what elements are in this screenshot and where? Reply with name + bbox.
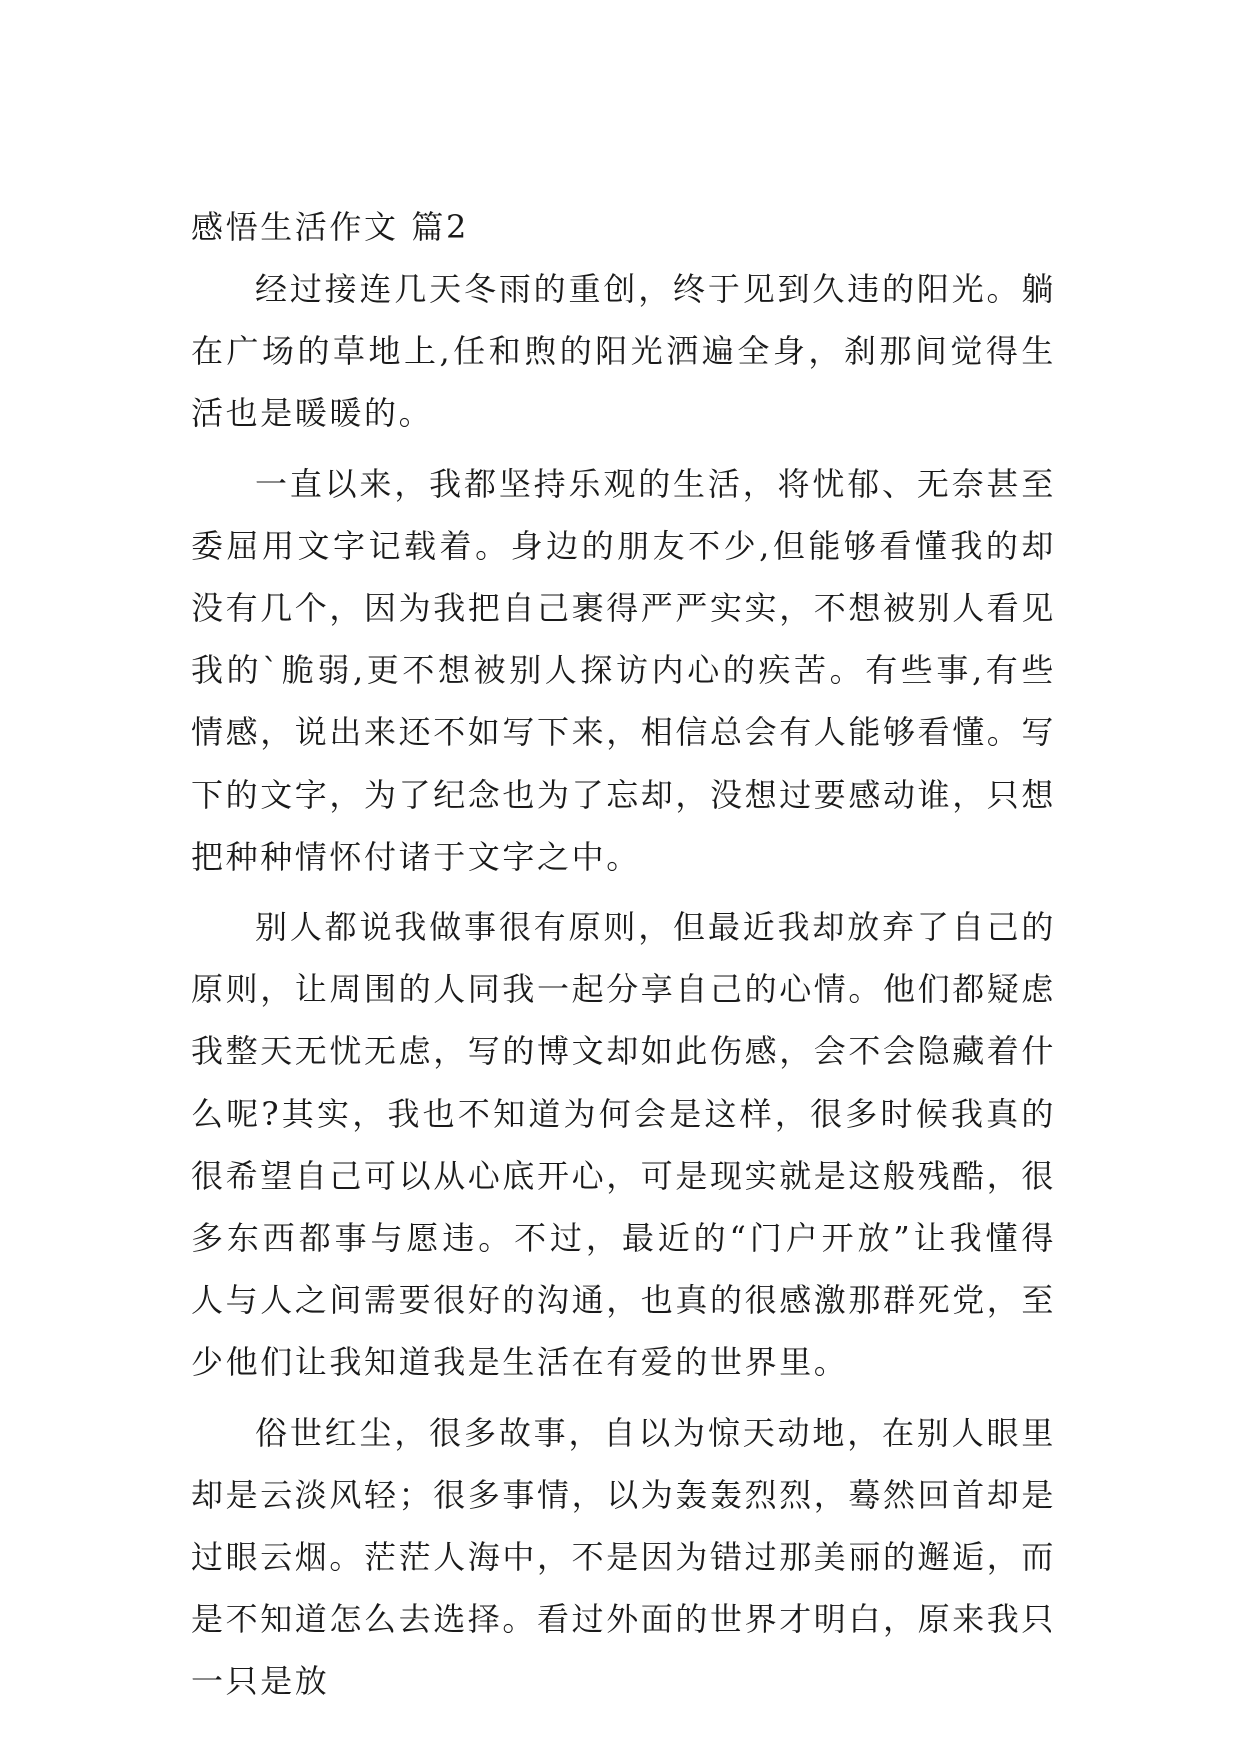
paragraph-1: 经过接连几天冬雨的重创，终于见到久违的阳光。躺在广场的草地上,任和煦的阳光洒遍全身，刹那间觉得生活也是暖暖的。 [191,270,1056,433]
paragraph-3: 别人都说我做事很有原则，但最近我却放弃了自己的原则，让周围的人同我一起分享自己的心情。他们都疑虑我整天无忧无虑，写的博文却如此伤感，会不会隐藏着什么呢?其实，我也不知道为何会是这样，很多时候我真的很希望自己可以从心底开心，可是现实就是这般残酷，很多东西都事与愿违。不过，最近的“门户开放”让我懂得人与人之间需要很好的沟通，也真的很感激那群死党，至少他们让我知道我是生活在有爱的世界里。 [191,908,1057,1382]
paragraph-4: 俗世红尘，很多故事，自以为惊天动地，在别人眼里却是云淡风轻；很多事情，以为轰轰烈烈，蓦然回首却是过眼云烟。茫茫人海中，不是因为错过那美丽的邂逅，而是不知道怎么去选择。看过外面的世界才明白，原来我只一只是放 [191,1413,1057,1701]
paragraph-2: 一直以来，我都坚持乐观的生活，将忧郁、无奈甚至委屈用文字记载着。身边的朋友不少,但能够看懂我的却没有几个，因为我把自己裹得严严实实，不想被别人看见我的`脆弱,更不想被别人探访内心的疾苦。有些事,有些情感，说出来还不如写下来，相信总会有人能够看懂。写下的文字，为了纪念也为了忘却，没想过要感动谁，只想把种种情怀付诸于文字之中。 [191,464,1057,876]
document-body [191,196,1056,1721]
document-title: 感悟生活作文 篇2 [191,208,469,246]
